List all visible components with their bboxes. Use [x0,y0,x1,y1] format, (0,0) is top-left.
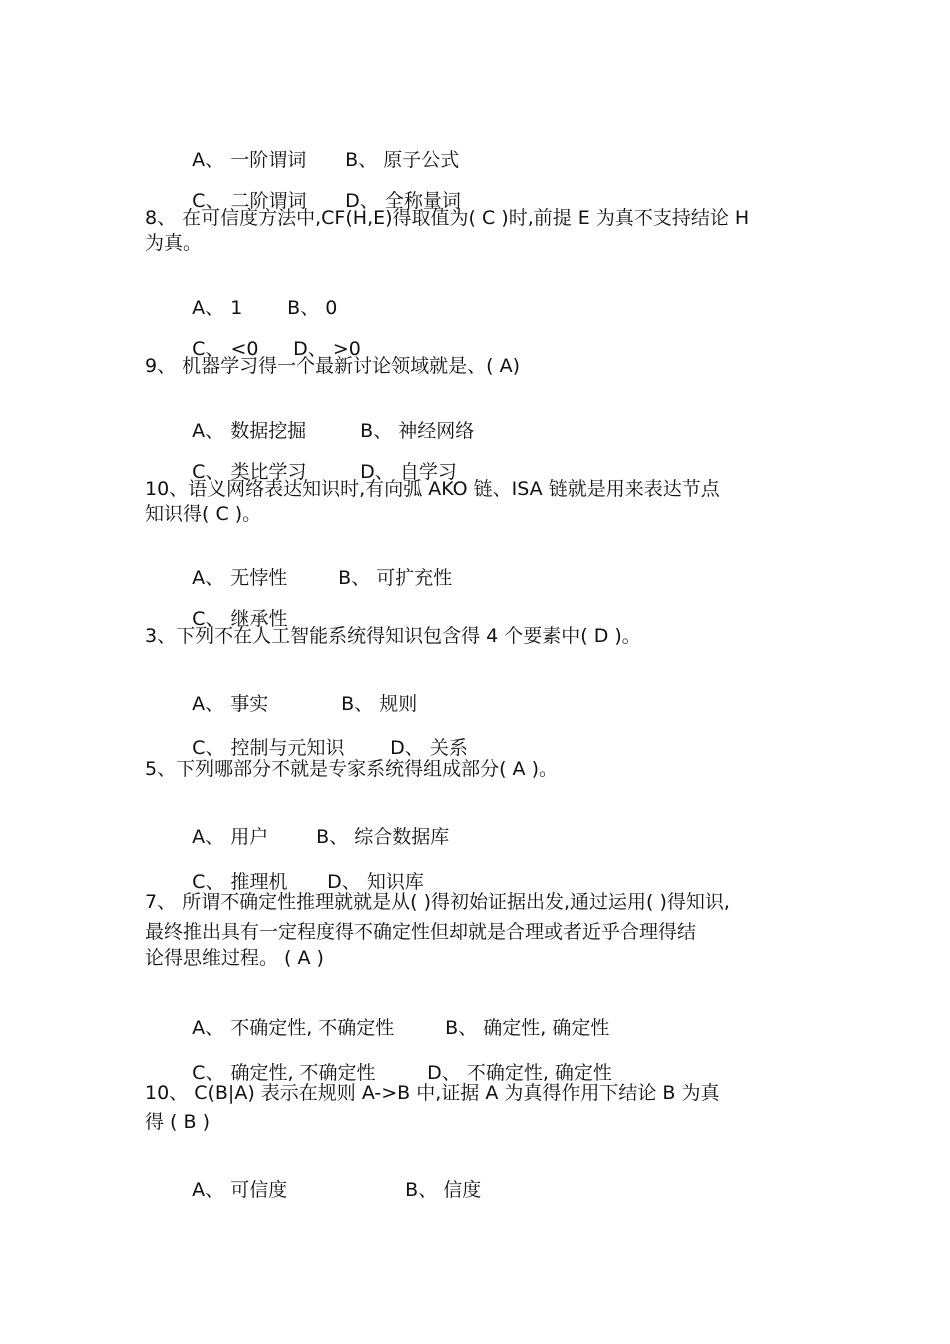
option-c: C、 类比学习 [192,461,307,483]
option-c: C、 二阶谓词 [192,190,307,212]
question-8-line-1: 8、 在可信度方法中,CF(H,E)得取值为( C )时,前提 E 为真不支持结论 H [145,207,750,229]
question-5-line-1: 5、下列哪部分不就是专家系统得组成部分( A )。 [145,758,558,780]
option-a: A、 可信度 [192,1179,288,1201]
question-3-line-1: 3、下列不在人工智能系统得知识包含得 4 个要素中( D )。 [145,625,641,647]
option-d: D、 全称量词 [345,190,461,212]
option-d: D、 >0 [293,338,361,360]
option-a: A、 事实 [192,693,269,715]
option-d: D、 不确定性, 确定性 [427,1062,612,1084]
question-8-line-2: 为真。 [145,232,203,254]
option-b: B、 原子公式 [345,149,460,171]
option-row [168,1154,481,1226]
option-b: B、 规则 [341,693,418,715]
option-c: C、 继承性 [192,608,288,630]
option-b: B、 综合数据库 [316,826,450,848]
option-d: D、 自学习 [360,461,457,483]
option-c: C、 确定性, 不确定性 [192,1062,376,1084]
question-9-line-1: 9、 机器学习得一个最新讨论领域就是、( A) [145,355,520,377]
option-d: D、 关系 [390,737,468,759]
question-7-line-1: 7、 所谓不确定性推理就就是从( )得初始证据出发,通过运用( )得知识, [145,891,730,913]
option-b: B、 0 [287,297,338,319]
option-c: C、 控制与元知识 [192,737,345,759]
question-10b-line-1: 10、 C(B|A) 表示在规则 A->B 中,证据 A 为真得作用下结论 B 为真 [145,1082,720,1104]
question-10b-line-2: 得 ( B ) [145,1111,210,1133]
option-c: C、 <0 [192,338,259,360]
option-b: B、 可扩充性 [338,567,453,589]
option-b: B、 确定性, 确定性 [445,1017,610,1039]
option-a: A、 用户 [192,826,269,848]
option-a: A、 1 [192,297,243,319]
option-a: A、 不确定性, 不确定性 [192,1017,395,1039]
option-a: A、 一阶谓词 [192,149,307,171]
question-7-line-3: 论得思维过程。 ( A ) [145,947,324,969]
option-a: A、 数据挖掘 [192,420,307,442]
question-10-line-2: 知识得( C )。 [145,503,262,525]
option-b: B、 信度 [405,1179,482,1201]
option-b: B、 神经网络 [360,420,475,442]
option-a: A、 无悖性 [192,567,288,589]
question-10-line-1: 10、语义网络表达知识时,有向弧 AKO 链、ISA 链就是用来表达节点 [145,478,720,500]
option-d: D、 知识库 [327,871,424,893]
question-7-line-2: 最终推出具有一定程度得不确定性但却就是合理或者近乎合理得结 [145,921,697,943]
option-c: C、 推理机 [192,871,288,893]
